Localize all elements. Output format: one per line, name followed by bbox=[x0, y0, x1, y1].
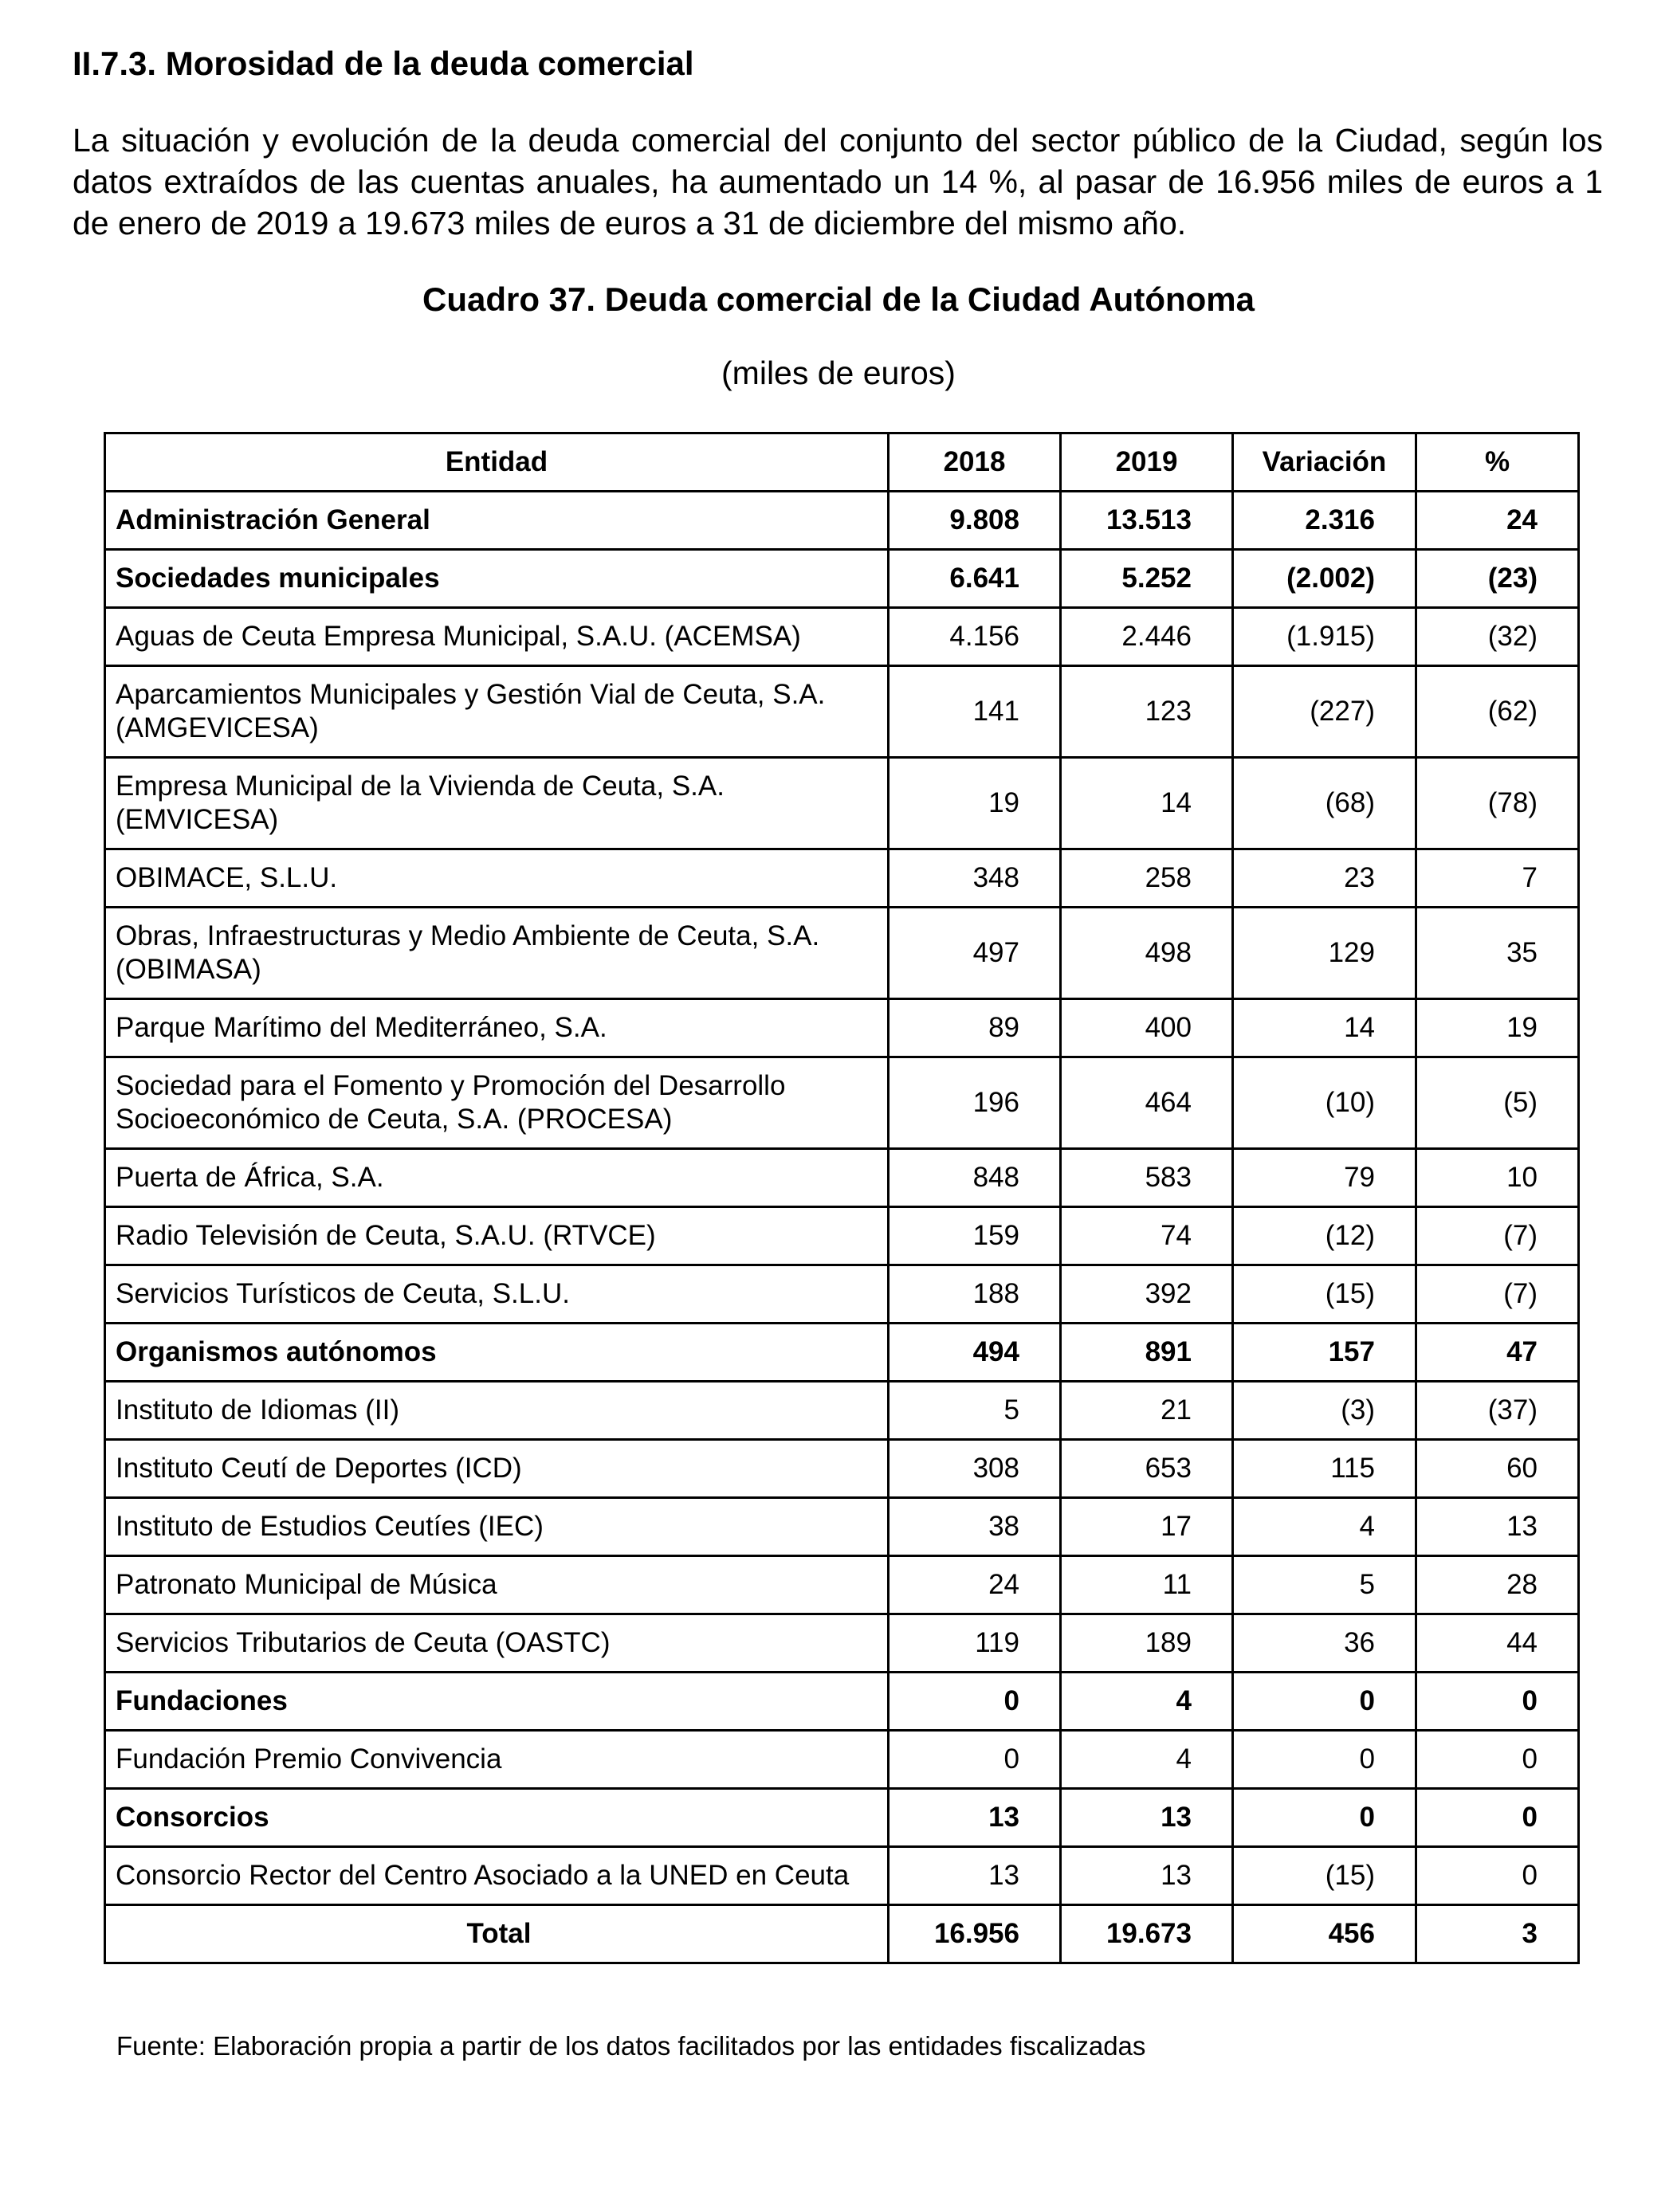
entity-name: Instituto de Idiomas (II) bbox=[105, 1382, 889, 1440]
value-2019: 258 bbox=[1061, 849, 1233, 908]
table-row bbox=[105, 1731, 1579, 1789]
value-2018: 19 bbox=[889, 758, 1061, 849]
value-variation: 23 bbox=[1233, 849, 1416, 908]
value-2018: 0 bbox=[889, 1731, 1061, 1789]
total-label: Total bbox=[105, 1905, 889, 1963]
entity-name: Sociedad para el Fomento y Promoción del Desarrollo Socioeconómico de Ceuta, S.A. (PROCESA) bbox=[105, 1057, 889, 1149]
value-percent: (78) bbox=[1416, 758, 1579, 849]
table-row bbox=[105, 1556, 1579, 1614]
value-percent: 28 bbox=[1416, 1556, 1579, 1614]
table-row bbox=[105, 1265, 1579, 1324]
table-row bbox=[105, 1789, 1579, 1847]
value-variation: (3) bbox=[1233, 1382, 1416, 1440]
header-percent: % bbox=[1416, 433, 1579, 492]
value-2019: 2.446 bbox=[1061, 608, 1233, 666]
total-variation: 456 bbox=[1233, 1905, 1416, 1963]
value-2018: 494 bbox=[889, 1324, 1061, 1382]
value-variation: 129 bbox=[1233, 908, 1416, 999]
value-2019: 464 bbox=[1061, 1057, 1233, 1149]
entity-name: Fundaciones bbox=[105, 1673, 889, 1731]
table-header-row bbox=[105, 433, 1579, 492]
value-2019: 4 bbox=[1061, 1731, 1233, 1789]
value-variation: (68) bbox=[1233, 758, 1416, 849]
table-row bbox=[105, 1498, 1579, 1556]
value-2019: 4 bbox=[1061, 1673, 1233, 1731]
table-row bbox=[105, 1440, 1579, 1498]
value-2018: 6.641 bbox=[889, 550, 1061, 608]
value-percent: 0 bbox=[1416, 1847, 1579, 1905]
value-percent: (62) bbox=[1416, 666, 1579, 758]
value-2018: 24 bbox=[889, 1556, 1061, 1614]
table-row bbox=[105, 1673, 1579, 1731]
table-row bbox=[105, 1057, 1579, 1149]
entity-name: Administración General bbox=[105, 492, 889, 550]
value-variation: 115 bbox=[1233, 1440, 1416, 1498]
header-2018: 2018 bbox=[889, 433, 1061, 492]
value-2019: 189 bbox=[1061, 1614, 1233, 1673]
source-note: Fuente: Elaboración propia a partir de los datos facilitados por las entidades fiscalizadas bbox=[116, 2031, 1146, 2061]
entity-name: OBIMACE, S.L.U. bbox=[105, 849, 889, 908]
entity-name: Instituto Ceutí de Deportes (ICD) bbox=[105, 1440, 889, 1498]
value-variation: 14 bbox=[1233, 999, 1416, 1057]
header-2019: 2019 bbox=[1061, 433, 1233, 492]
value-2018: 119 bbox=[889, 1614, 1061, 1673]
value-2018: 4.156 bbox=[889, 608, 1061, 666]
value-variation: (15) bbox=[1233, 1847, 1416, 1905]
value-2018: 159 bbox=[889, 1207, 1061, 1265]
entity-name: Obras, Infraestructuras y Medio Ambiente de Ceuta, S.A. (OBIMASA) bbox=[105, 908, 889, 999]
entity-name: Servicios Tributarios de Ceuta (OASTC) bbox=[105, 1614, 889, 1673]
value-2019: 17 bbox=[1061, 1498, 1233, 1556]
value-variation: (10) bbox=[1233, 1057, 1416, 1149]
header-variation: Variación bbox=[1233, 433, 1416, 492]
entity-name: Parque Marítimo del Mediterráneo, S.A. bbox=[105, 999, 889, 1057]
value-variation: 157 bbox=[1233, 1324, 1416, 1382]
value-2019: 392 bbox=[1061, 1265, 1233, 1324]
value-2018: 848 bbox=[889, 1149, 1061, 1207]
entity-name: Consorcios bbox=[105, 1789, 889, 1847]
entity-name: Consorcio Rector del Centro Asociado a la UNED en Ceuta bbox=[105, 1847, 889, 1905]
value-percent: (23) bbox=[1416, 550, 1579, 608]
entity-name: Fundación Premio Convivencia bbox=[105, 1731, 889, 1789]
value-2018: 9.808 bbox=[889, 492, 1061, 550]
value-2018: 13 bbox=[889, 1789, 1061, 1847]
value-2018: 5 bbox=[889, 1382, 1061, 1440]
value-2019: 14 bbox=[1061, 758, 1233, 849]
entity-name: Sociedades municipales bbox=[105, 550, 889, 608]
value-variation: (1.915) bbox=[1233, 608, 1416, 666]
value-2019: 498 bbox=[1061, 908, 1233, 999]
value-variation: 79 bbox=[1233, 1149, 1416, 1207]
table-row bbox=[105, 1324, 1579, 1382]
value-2018: 188 bbox=[889, 1265, 1061, 1324]
value-2019: 21 bbox=[1061, 1382, 1233, 1440]
value-2018: 0 bbox=[889, 1673, 1061, 1731]
value-variation: 4 bbox=[1233, 1498, 1416, 1556]
entity-name: Aparcamientos Municipales y Gestión Vial de Ceuta, S.A. (AMGEVICESA) bbox=[105, 666, 889, 758]
value-2019: 5.252 bbox=[1061, 550, 1233, 608]
value-2018: 38 bbox=[889, 1498, 1061, 1556]
table-caption: Cuadro 37. Deuda comercial de la Ciudad Autónoma bbox=[422, 280, 1255, 318]
value-2018: 497 bbox=[889, 908, 1061, 999]
value-variation: (12) bbox=[1233, 1207, 1416, 1265]
value-variation: 36 bbox=[1233, 1614, 1416, 1673]
section-heading: II.7.3. Morosidad de la deuda comercial bbox=[73, 45, 694, 82]
value-2018: 89 bbox=[889, 999, 1061, 1057]
entity-name: Patronato Municipal de Música bbox=[105, 1556, 889, 1614]
table-row bbox=[105, 1847, 1579, 1905]
entity-name: Empresa Municipal de la Vivienda de Ceuta, S.A. (EMVICESA) bbox=[105, 758, 889, 849]
value-percent: 35 bbox=[1416, 908, 1579, 999]
value-2018: 196 bbox=[889, 1057, 1061, 1149]
value-2018: 348 bbox=[889, 849, 1061, 908]
value-percent: 10 bbox=[1416, 1149, 1579, 1207]
value-percent: 19 bbox=[1416, 999, 1579, 1057]
table-row bbox=[105, 1382, 1579, 1440]
commercial-debt-table bbox=[104, 432, 1580, 1964]
value-2018: 13 bbox=[889, 1847, 1061, 1905]
value-percent: 44 bbox=[1416, 1614, 1579, 1673]
value-2019: 583 bbox=[1061, 1149, 1233, 1207]
value-variation: 0 bbox=[1233, 1731, 1416, 1789]
value-percent: 13 bbox=[1416, 1498, 1579, 1556]
value-variation: 2.316 bbox=[1233, 492, 1416, 550]
value-2019: 11 bbox=[1061, 1556, 1233, 1614]
entity-name: Organismos autónomos bbox=[105, 1324, 889, 1382]
intro-paragraph: La situación y evolución de la deuda comercial del conjunto del sector público de la Ciudad, según los datos extraídos de las cuentas anuales, ha aumentado un 14 %, al pasar de 16.956 miles de euros a 1 de enero de 2019 a 19.673 miles de euros a 31 de diciembre del mismo año. bbox=[73, 122, 1603, 241]
value-percent: 60 bbox=[1416, 1440, 1579, 1498]
value-2019: 891 bbox=[1061, 1324, 1233, 1382]
value-2018: 308 bbox=[889, 1440, 1061, 1498]
value-variation: (15) bbox=[1233, 1265, 1416, 1324]
value-2019: 74 bbox=[1061, 1207, 1233, 1265]
value-variation: 0 bbox=[1233, 1673, 1416, 1731]
header-entity: Entidad bbox=[105, 433, 889, 492]
total-percent: 3 bbox=[1416, 1905, 1579, 1963]
table-row bbox=[105, 1207, 1579, 1265]
value-2019: 123 bbox=[1061, 666, 1233, 758]
total-2018: 16.956 bbox=[889, 1905, 1061, 1963]
table-row bbox=[105, 999, 1579, 1057]
value-2019: 653 bbox=[1061, 1440, 1233, 1498]
entity-name: Puerta de África, S.A. bbox=[105, 1149, 889, 1207]
value-percent: (32) bbox=[1416, 608, 1579, 666]
value-2019: 13 bbox=[1061, 1847, 1233, 1905]
value-2018: 141 bbox=[889, 666, 1061, 758]
value-percent: 7 bbox=[1416, 849, 1579, 908]
value-2019: 13 bbox=[1061, 1789, 1233, 1847]
table-row bbox=[105, 666, 1579, 758]
value-variation: 0 bbox=[1233, 1789, 1416, 1847]
value-variation: 5 bbox=[1233, 1556, 1416, 1614]
value-percent: (7) bbox=[1416, 1207, 1579, 1265]
entity-name: Instituto de Estudios Ceutíes (IEC) bbox=[105, 1498, 889, 1556]
entity-name: Servicios Turísticos de Ceuta, S.L.U. bbox=[105, 1265, 889, 1324]
value-percent: (7) bbox=[1416, 1265, 1579, 1324]
value-percent: 24 bbox=[1416, 492, 1579, 550]
entity-name: Aguas de Ceuta Empresa Municipal, S.A.U. (ACEMSA) bbox=[105, 608, 889, 666]
value-percent: 47 bbox=[1416, 1324, 1579, 1382]
table-row bbox=[105, 550, 1579, 608]
table-row bbox=[105, 1149, 1579, 1207]
value-percent: (37) bbox=[1416, 1382, 1579, 1440]
value-percent: 0 bbox=[1416, 1731, 1579, 1789]
value-2019: 13.513 bbox=[1061, 492, 1233, 550]
value-percent: 0 bbox=[1416, 1789, 1579, 1847]
value-2019: 400 bbox=[1061, 999, 1233, 1057]
table-units: (miles de euros) bbox=[721, 355, 956, 391]
value-variation: (2.002) bbox=[1233, 550, 1416, 608]
table-row bbox=[105, 908, 1579, 999]
table-row bbox=[105, 758, 1579, 849]
table-row bbox=[105, 1614, 1579, 1673]
table-row bbox=[105, 492, 1579, 550]
table-row bbox=[105, 849, 1579, 908]
table-row bbox=[105, 608, 1579, 666]
value-percent: (5) bbox=[1416, 1057, 1579, 1149]
value-variation: (227) bbox=[1233, 666, 1416, 758]
value-percent: 0 bbox=[1416, 1673, 1579, 1731]
total-2019: 19.673 bbox=[1061, 1905, 1233, 1963]
total-row bbox=[105, 1905, 1579, 1963]
entity-name: Radio Televisión de Ceuta, S.A.U. (RTVCE) bbox=[105, 1207, 889, 1265]
